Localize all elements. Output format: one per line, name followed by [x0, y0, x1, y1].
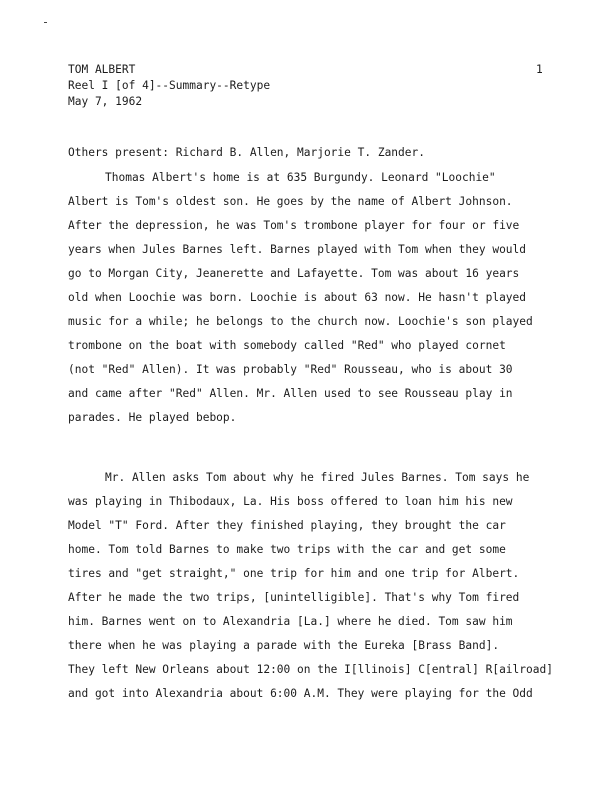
- text-line: Model "T" Ford. After they finished playing, they brought the car: [68, 519, 506, 532]
- text-line: Mr. Allen asks Tom about why he fired Jules Barnes. Tom says he: [105, 471, 530, 484]
- text-line: go to Morgan City, Jeanerette and Lafayette. Tom was about 16 years: [68, 267, 520, 280]
- page-number: 1: [536, 63, 543, 76]
- interviewee-name: TOM ALBERT: [68, 63, 136, 76]
- text-line: After the depression, he was Tom's trombone player for four or five: [68, 219, 520, 232]
- text-line: Albert is Tom's oldest son. He goes by the name of Albert Johnson.: [68, 195, 513, 208]
- scan-speck: [44, 22, 47, 23]
- text-line: (not "Red" Allen). It was probably "Red" Rousseau, who is about 30: [68, 363, 513, 376]
- reel-info: Reel I [of 4]--Summary--Retype: [68, 79, 271, 92]
- text-line: home. Tom told Barnes to make two trips with the car and get some: [68, 543, 506, 556]
- text-line: trombone on the boat with somebody called "Red" who played cornet: [68, 339, 506, 352]
- text-line: music for a while; he belongs to the church now. Loochie's son played: [68, 315, 533, 328]
- text-line: there when he was playing a parade with the Eureka [Brass Band].: [68, 639, 500, 652]
- text-line: old when Loochie was born. Loochie is about 63 now. He hasn't played: [68, 291, 527, 304]
- text-line: and came after "Red" Allen. Mr. Allen used to see Rousseau play in: [68, 387, 513, 400]
- paragraph-2: [68, 466, 588, 706]
- text-line: Thomas Albert's home is at 635 Burgundy. Leonard "Loochie": [105, 171, 496, 184]
- text-line: years when Jules Barnes left. Barnes played with Tom when they would: [68, 243, 527, 256]
- text-line: tires and "get straight," one trip for him and one trip for Albert.: [68, 567, 520, 580]
- text-line: They left New Orleans about 12:00 on the I[llinois] C[entral] R[ailroad]: [68, 663, 553, 676]
- text-line: him. Barnes went on to Alexandria [La.] where he died. Tom saw him: [68, 615, 513, 628]
- text-line: was playing in Thibodaux, La. His boss offered to loan him his new: [68, 495, 513, 508]
- others-present: Others present: Richard B. Allen, Marjorie T. Zander.: [68, 146, 425, 159]
- text-line: and got into Alexandria about 6:00 A.M. They were playing for the Odd: [68, 687, 533, 700]
- interview-date: May 7, 1962: [68, 95, 143, 108]
- text-line: After he made the two trips, [unintelligible]. That's why Tom fired: [68, 591, 520, 604]
- text-line: parades. He played bebop.: [68, 411, 237, 424]
- paragraph-1: [68, 166, 588, 430]
